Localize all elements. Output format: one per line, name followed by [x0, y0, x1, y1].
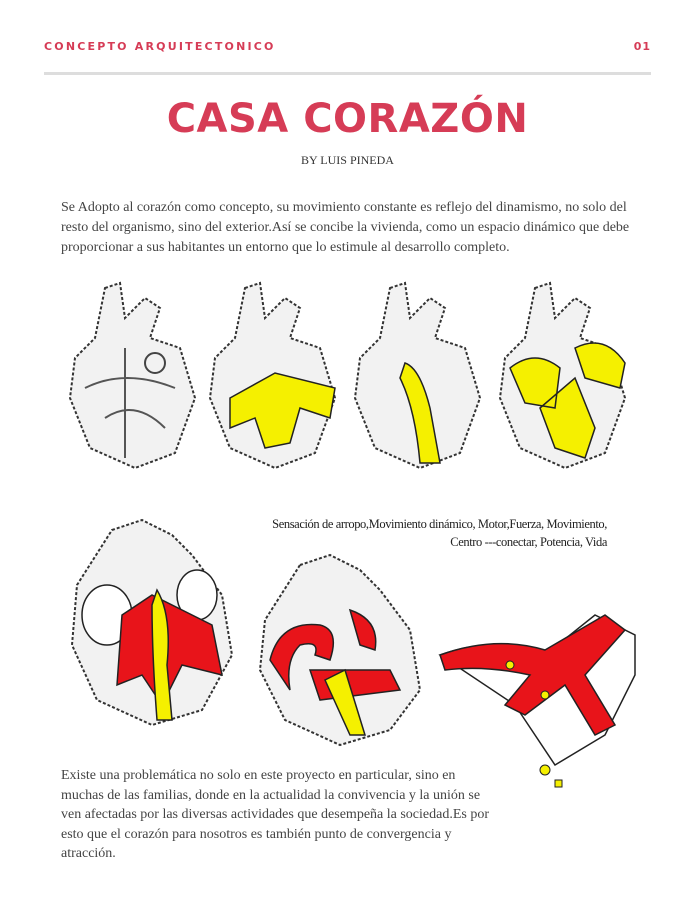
closing-paragraph: Existe una problemática no solo en este proyecto en particular, sino en muchas de las familias, donde en la actualidad la convivencia y la unión se ven afectadas por las diversas actividades que desempeña la sociedad.Es por esto que el corazón para nosotros es también punto de convergencia y atracción. [61, 768, 489, 861]
concept-keywords-line-1: Sensación de arropo,Movimiento dinámico, Motor,Fuerza, Movimiento, [272, 517, 607, 531]
page-number: 01 [633, 40, 651, 53]
concept-keywords [250, 515, 607, 551]
heart-sketch-1 [65, 278, 200, 473]
intro-paragraph: Se Adopto al corazón como concepto, su movimiento constante es reflejo del dinamismo, no solo del resto del organismo, sino del exterior.Así se concibe la vivienda, como un espacio dinámico que debe proporcionar a sus habitantes un entorno que lo estimule al desarrollo completo. [61, 200, 630, 255]
heart-sketch-5 [62, 515, 242, 730]
heart-sketch-6 [250, 550, 430, 750]
page-title: CASA CORAZÓN [166, 96, 529, 142]
header-divider [44, 72, 651, 75]
heart-sketch-3 [350, 278, 485, 473]
heart-sketch-2 [205, 278, 340, 473]
concept-keywords-line-2: Centro ---conectar, Potencia, Vida [450, 535, 607, 549]
section-label: CONCEPTO ARQUITECTONICO [44, 40, 276, 53]
heart-sketch-4 [495, 278, 635, 473]
byline: BY LUIS PINEDA [301, 153, 394, 167]
